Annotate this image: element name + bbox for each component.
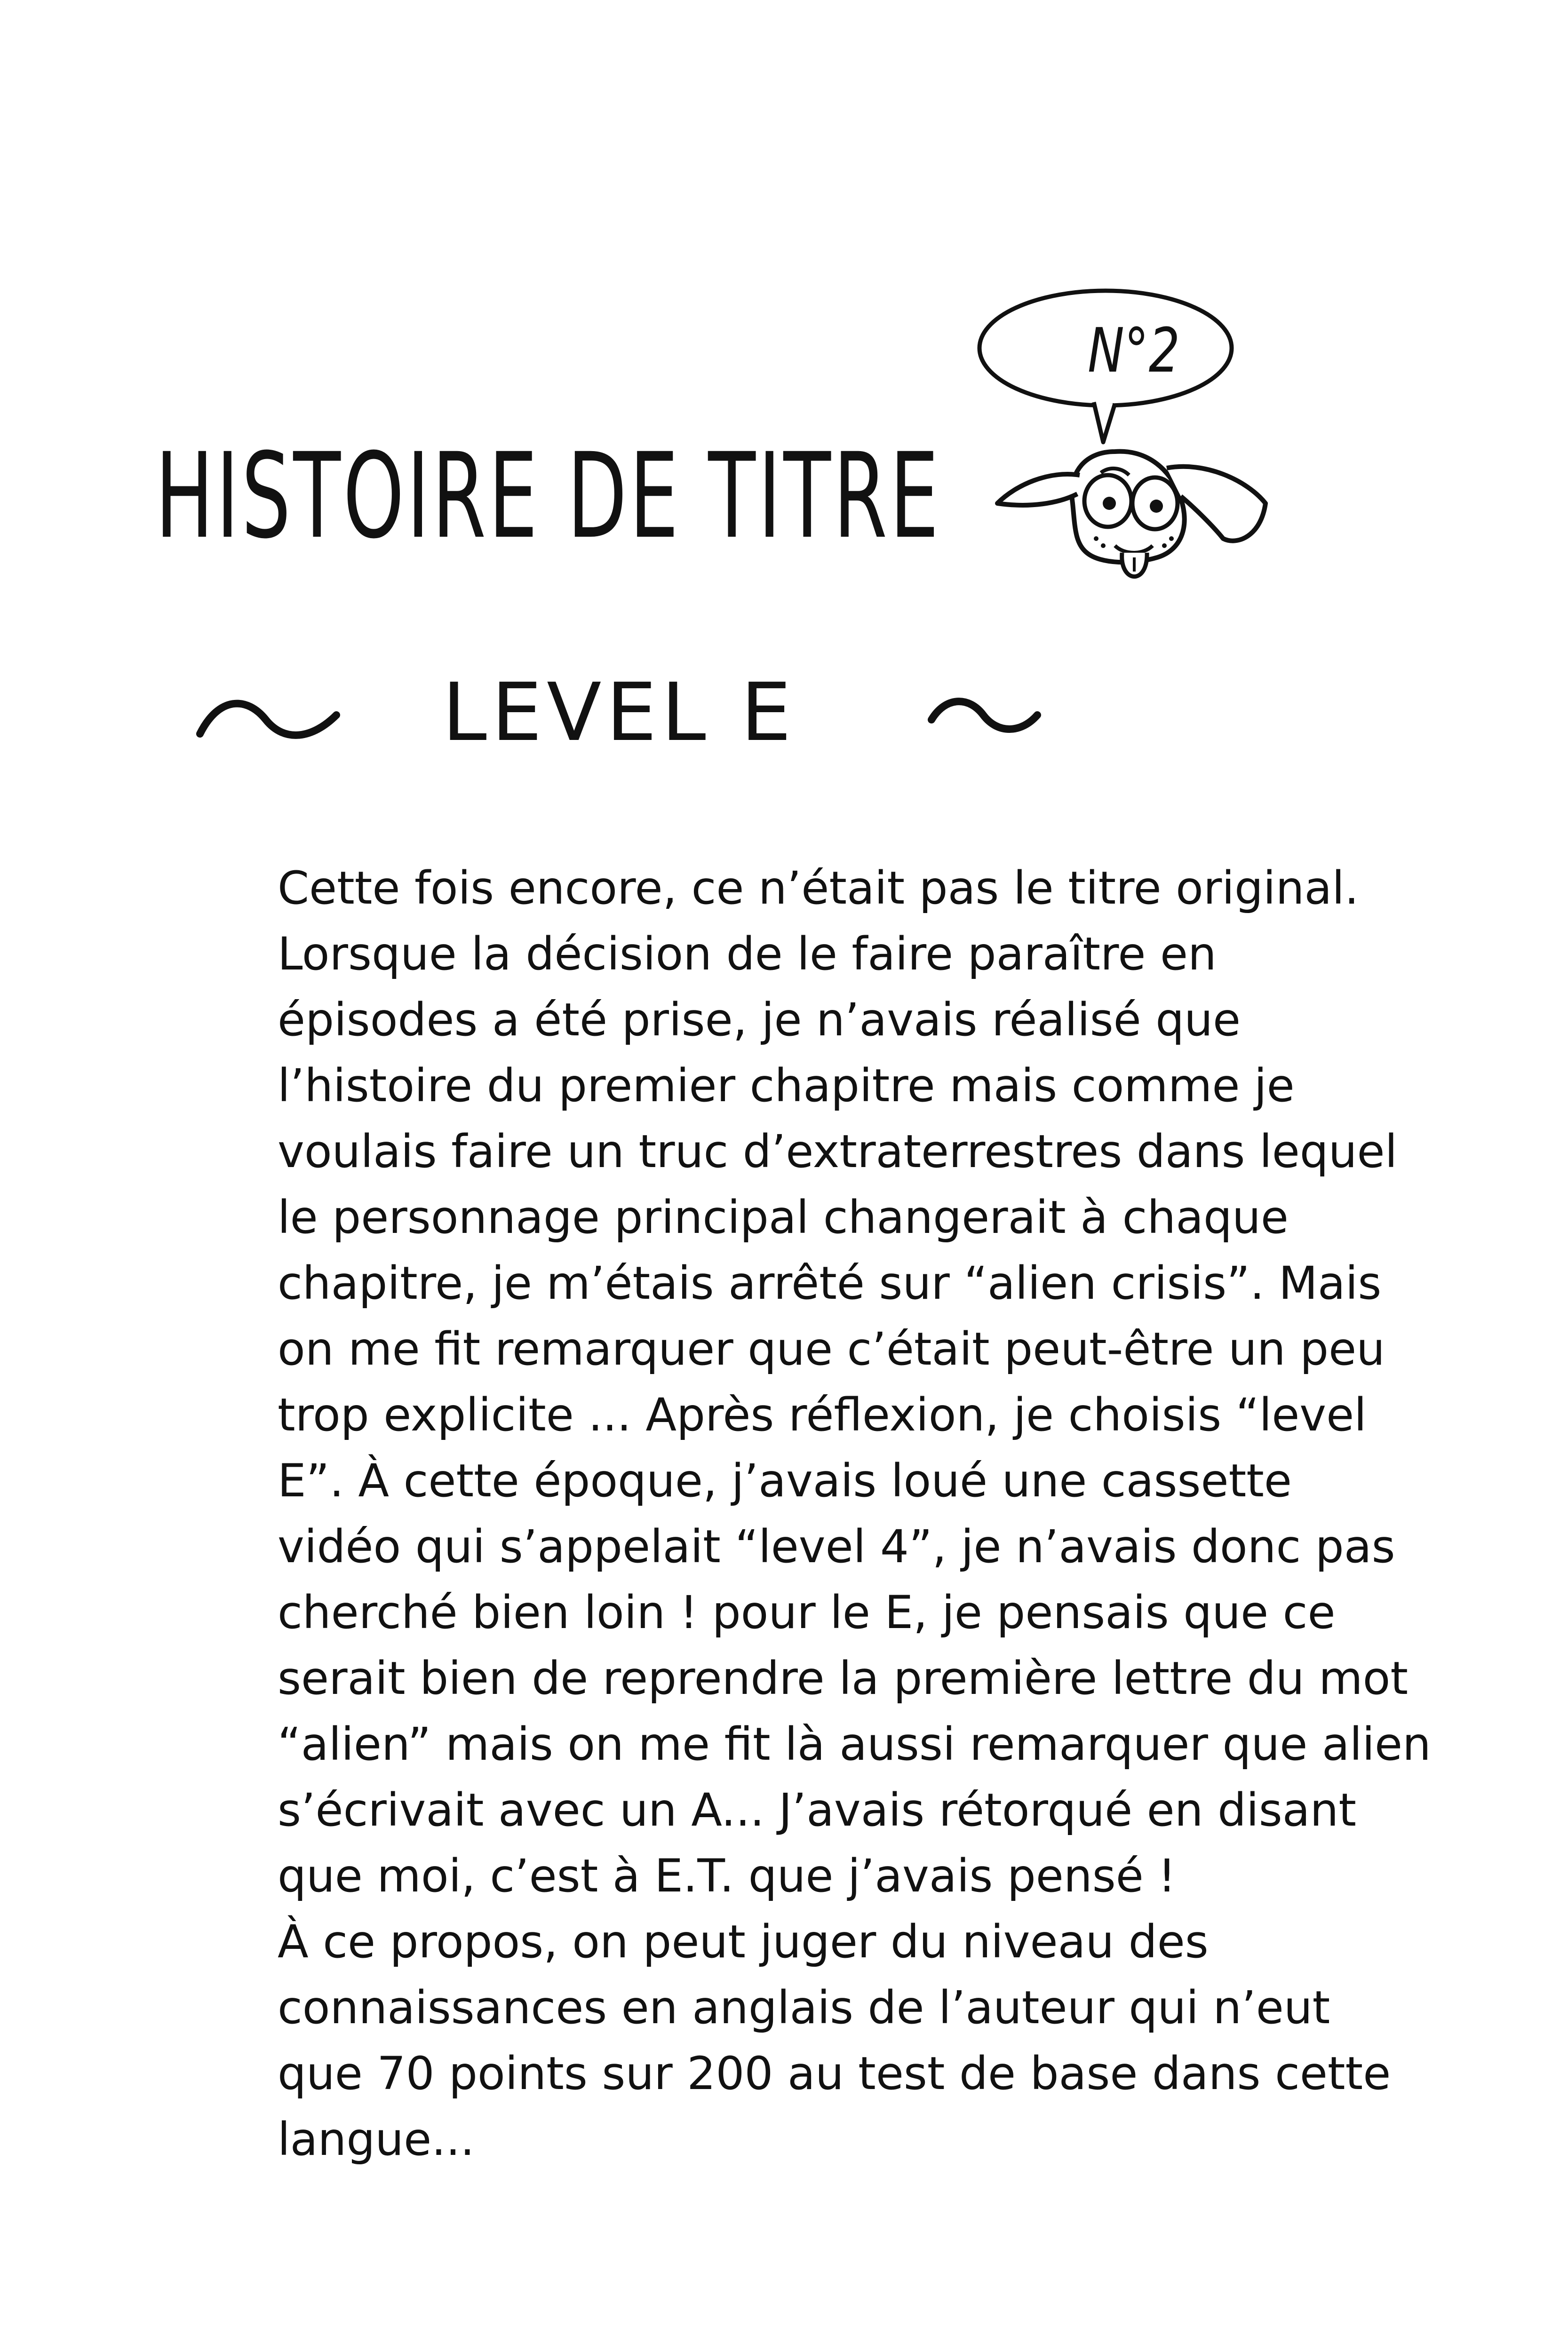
body-line: épisodes a été prise, je n’avais réalisé que <box>278 993 1241 1046</box>
body-line: “alien” mais on me fit là aussi remarquer que alien <box>278 1718 1431 1771</box>
tilde-decoration-right-icon <box>922 677 1044 748</box>
body-line: trop explicite ... Après réflexion, je choisis “level <box>278 1389 1367 1441</box>
body-line: Cette fois encore, ce n’était pas le titre original. <box>278 862 1359 914</box>
body-line: s’écrivait avec un A... J’avais rétorqué en disant <box>278 1784 1357 1836</box>
body-line: l’histoire du premier chapitre mais comme je <box>278 1059 1295 1112</box>
body-line: serait bien de reprendre la première lettre du mot <box>278 1652 1408 1705</box>
issue-number-badge: N°2 <box>1088 315 1180 386</box>
page-title: HISTOIRE DE TITRE <box>155 428 941 564</box>
body-line: vidéo qui s’appelait “level 4”, je n’avais donc pas <box>278 1520 1395 1573</box>
body-line: que 70 points sur 200 au test de base dans cette <box>278 2047 1391 2100</box>
subtitle: LEVEL E <box>442 666 796 759</box>
body-line: cherché bien loin ! pour le E, je pensais que ce <box>278 1586 1336 1639</box>
body-line: que moi, c’est à E.T. que j’avais pensé ! <box>278 1850 1176 1902</box>
body-line: À ce propos, on peut juger du niveau des <box>278 1915 1209 1968</box>
body-line: voulais faire un truc d’extraterrestres dans lequel <box>278 1125 1398 1178</box>
body-line: le personnage principal changerait à chaque <box>278 1191 1289 1244</box>
body-text <box>278 855 1463 2172</box>
body-line: Lorsque la décision de le faire paraître en <box>278 928 1217 980</box>
body-line: langue... <box>278 2113 475 2166</box>
body-line: E”. À cette époque, j’avais loué une cassette <box>278 1454 1292 1507</box>
body-line: on me fit remarquer que c’était peut-être un peu <box>278 1323 1385 1375</box>
body-line: chapitre, je m’étais arrêté sur “alien crisis”. Mais <box>278 1257 1382 1310</box>
tilde-decoration-left-icon <box>191 677 346 748</box>
body-line: connaissances en anglais de l’auteur qui n’eut <box>278 1981 1330 2034</box>
